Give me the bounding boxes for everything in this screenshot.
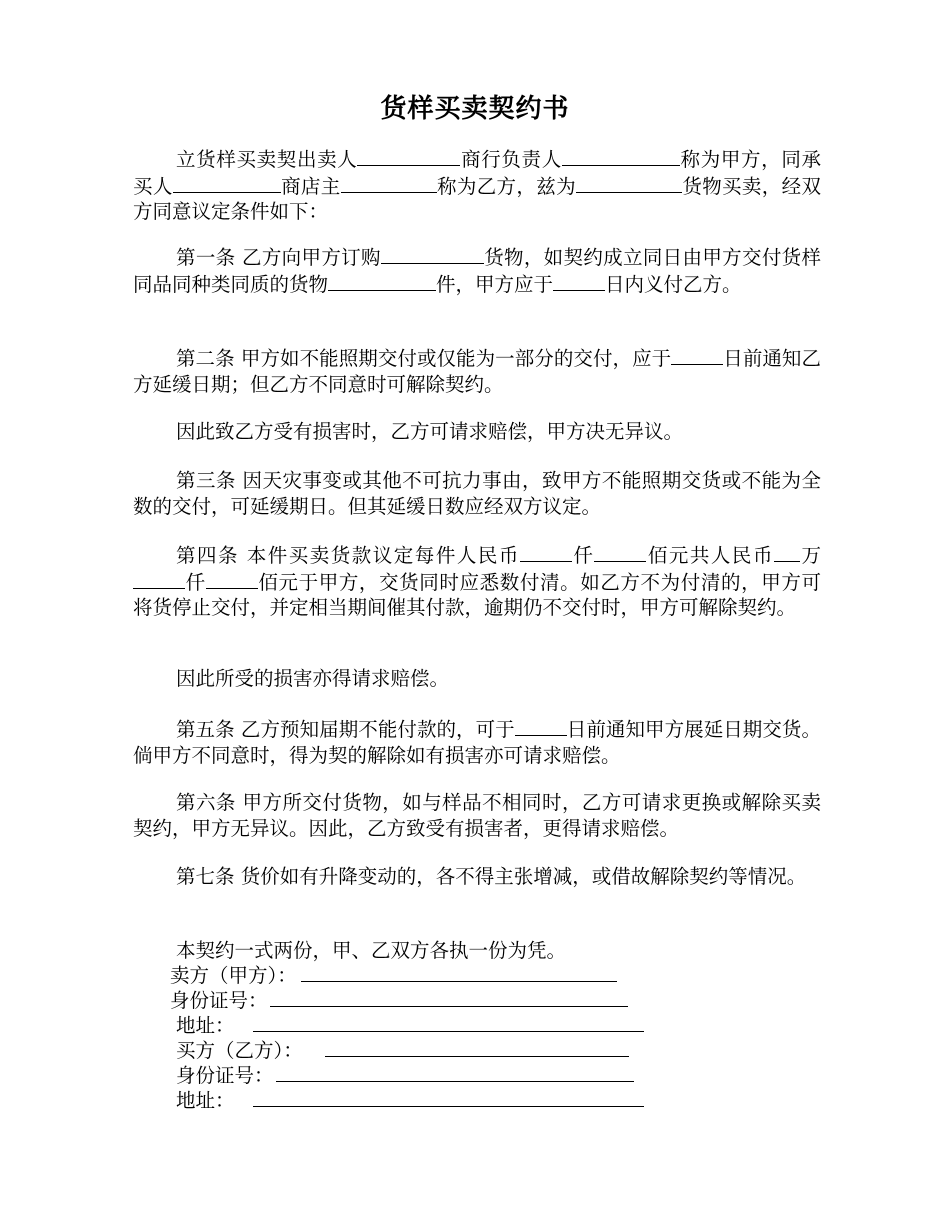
article-text: 第五条 乙方预知届期不能付款的，可于: [176, 718, 515, 741]
article-text: 第一条 乙方向甲方订购: [176, 246, 381, 269]
article-2-note: 因此致乙方受有损害时，乙方可请求赔偿，甲方决无异议。: [176, 420, 684, 443]
buyer-address-label: 地址：: [176, 1089, 235, 1112]
intro-text: 立货样买卖契出卖人: [176, 148, 358, 171]
total-hundreds-blank[interactable]: [206, 569, 258, 589]
payment-notice-days-blank[interactable]: [515, 716, 567, 736]
buyer-id-label: 身份证号：: [176, 1064, 274, 1087]
buyer-address-row: [176, 1088, 644, 1113]
delivery-days-blank[interactable]: [553, 271, 605, 291]
article-text: 佰元共人民币: [646, 544, 774, 567]
total-thousands-blank[interactable]: [133, 569, 185, 589]
seller-address-label: 地址：: [176, 1014, 235, 1037]
article-4: [133, 542, 821, 621]
seller-label: 卖方（甲方）：: [170, 964, 297, 987]
buyer-id-row: [176, 1063, 634, 1088]
article-text: 日前通知乙方延缓日期；但乙方不同意时可解除契约。: [133, 347, 821, 396]
article-1: [133, 244, 821, 297]
shop-owner-blank[interactable]: [341, 173, 437, 193]
article-7: 第七条 货价如有升降变动的，各不得主张增减，或借故解除契约等情况。: [176, 865, 807, 888]
article-text: 日内义付乙方。: [605, 272, 742, 296]
article-4-note: 因此所受的损害亦得请求赔偿。: [176, 667, 450, 690]
seller-signature-line[interactable]: [301, 963, 617, 982]
article-6: 第六条 甲方所交付货物，如与样品不相同时，乙方可请求更换或解除买卖契约，甲方无异议。因此，乙方致受有损害者，更得请求赔偿。: [133, 791, 821, 840]
seller-address-row: [176, 1013, 644, 1038]
article-2: [133, 345, 821, 397]
seller-address-line[interactable]: [253, 1013, 644, 1032]
firm-manager-blank[interactable]: [562, 146, 680, 166]
article-text: 仟: [571, 544, 595, 567]
intro-paragraph: [133, 146, 821, 225]
goods-blank[interactable]: [576, 173, 682, 193]
seller-id-label: 身份证号：: [170, 989, 268, 1012]
article-text: 仟: [185, 570, 206, 594]
document-title: 货样买卖契约书: [380, 94, 570, 124]
quantity-blank[interactable]: [328, 271, 436, 291]
buyer-address-line[interactable]: [253, 1088, 644, 1107]
buyer-name-blank[interactable]: [173, 173, 281, 193]
buyer-signature-row: [176, 1038, 629, 1063]
article-5: [133, 716, 821, 768]
seller-name-blank[interactable]: [357, 146, 460, 166]
intro-text: 称为甲方，同承买人: [133, 148, 821, 198]
buyer-label: 买方（乙方）：: [176, 1039, 303, 1062]
article-text: 第四条 本件买卖货款议定每件人民币: [176, 544, 520, 567]
article-3: 第三条 因天灾事变或其他不可抗力事由，致甲方不能照期交货或不能为全数的交付，可延缓期日。但其延缓日数应经双方议定。: [133, 469, 821, 518]
buyer-id-line[interactable]: [276, 1063, 634, 1082]
total-tenthousands-blank[interactable]: [774, 542, 800, 562]
intro-text: 货物买卖，经双方同意议定条件如下：: [133, 174, 821, 223]
article-text: 件，甲方应于: [436, 272, 554, 296]
order-goods-blank[interactable]: [381, 244, 484, 264]
article-text: 第二条 甲方如不能照期交付或仅能为一部分的交付，应于: [176, 347, 672, 370]
notice-days-blank[interactable]: [671, 345, 723, 365]
intro-text: 商店主: [280, 174, 341, 198]
buyer-signature-line[interactable]: [325, 1038, 629, 1057]
article-text: 货物，如契约成立同日由甲方交付货样同品同种类同质的货物: [133, 246, 821, 296]
closing-statement: 本契约一式两份，甲、乙双方各执一份为凭。: [176, 939, 567, 962]
seller-id-line[interactable]: [270, 988, 628, 1007]
intro-text: 称为乙方，兹为: [436, 174, 576, 198]
article-text: 佰元于甲方，交货同时应悉数付清。如乙方不为付清的，甲方可将货停止交付，并定相当期间催其付款，逾期仍不交付时，甲方可解除契约。: [133, 570, 821, 619]
price-thousands-blank[interactable]: [520, 542, 572, 562]
article-text: 日前通知甲方展延日期交货。倘甲方不同意时，得为契的解除如有损害亦可请求赔偿。: [133, 718, 821, 767]
price-hundreds-blank[interactable]: [594, 542, 646, 562]
seller-id-row: [170, 988, 628, 1013]
seller-signature-row: [170, 963, 617, 988]
article-text: 万: [799, 544, 821, 567]
intro-text: 商行负责人: [460, 148, 562, 171]
